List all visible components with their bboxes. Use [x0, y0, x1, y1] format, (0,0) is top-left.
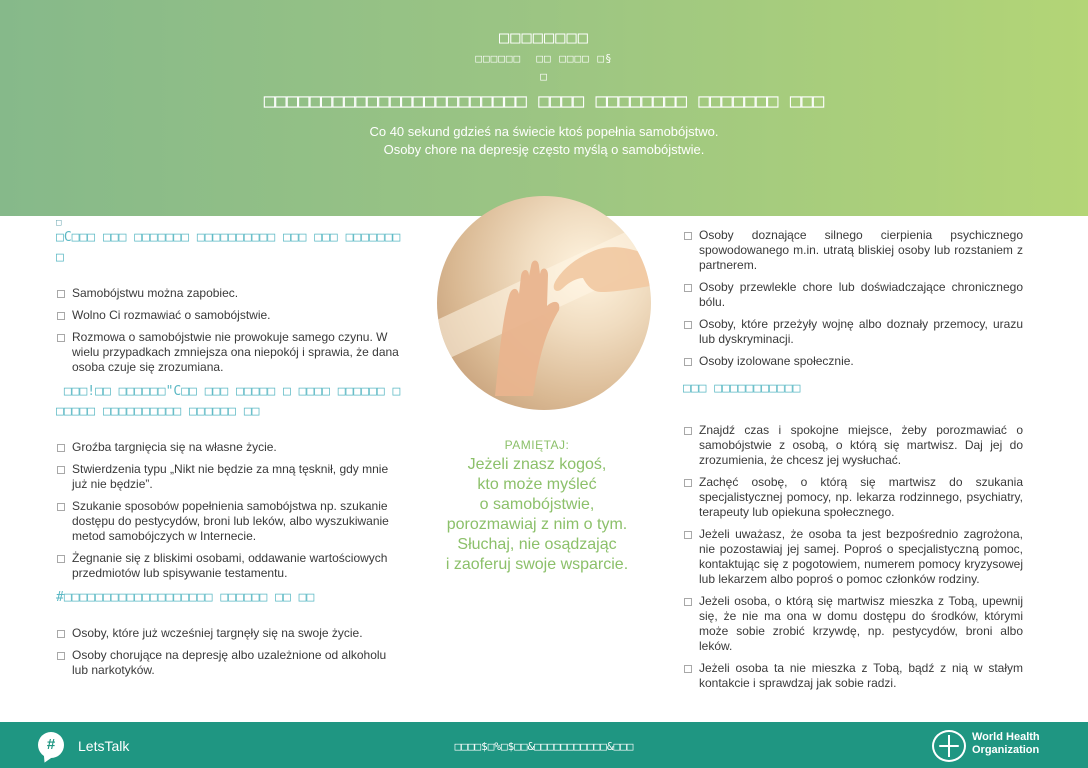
risk-groups-list-continued: [683, 228, 1023, 369]
right-column: [683, 228, 1023, 698]
remember-line: o samobójstwie,: [479, 496, 595, 513]
lets-talk-label: LetsTalk: [78, 738, 130, 754]
list-item: Szukanie sposobów popełnienia samobójstwa np. szukanie dostępu do pestycydów, broni lub leków, albo wyszukiwanie metod samobójczych w Internecie.: [56, 499, 402, 544]
facts-list: [56, 286, 402, 375]
remember-line: kto może myśleć: [477, 476, 597, 493]
list-item: Osoby, które przeżyły wojnę albo doznały przemocy, urazu lub dyskryminacji.: [683, 317, 1023, 347]
hero-garbled-line-2: □□□□□□ □□ □□□□ □§: [475, 52, 613, 65]
list-item: Groźba targnięcia się na własne życie.: [56, 440, 402, 455]
list-item: Zachęć osobę, o którą się martwisz do szukania specjalistycznej pomocy, np. lekarza rodzinnego, psychiatry, terapeuty lub opiekuna społecznego.: [683, 475, 1023, 520]
hero-garbled-line-3: □: [540, 70, 548, 83]
list-item: Jeżeli osoba, o którą się martwisz mieszka z Tobą, upewnij się, że nie ma ona w domu dostępu do środków, którymi może sobie zrobić krzywdę, np. pestycydów, broni albo leków.: [683, 594, 1023, 654]
who-name-line-1: World Health: [972, 731, 1040, 743]
list-item: Stwierdzenia typu „Nikt nie będzie za mną tęsknił, gdy mnie już nie będzie”.: [56, 462, 402, 492]
footer-bar: [0, 722, 1088, 768]
section-heading-what-to-do: □□□ □□□□□□□□□□□: [683, 381, 801, 396]
list-item: Jeżeli uważasz, że osoba ta jest bezpośrednio zagrożona, nie pozostawiaj jej samej. Poproś o specjalistyczną pomoc, kontaktując się z pogotowiem, numerem pomocy kryzysowej lub lekarzem albo poproś o pomoc członków rodziny.: [683, 527, 1023, 587]
hands-reaching-photo: [437, 196, 651, 410]
warning-signs-list: [56, 440, 402, 581]
remember-callout: [420, 438, 654, 575]
list-item: Jeżeli osoba ta nie mieszka z Tobą, bądź z nią w stałym kontakcie i sprawdzaj jak sobie radzi.: [683, 661, 1023, 691]
what-to-do-list: [683, 423, 1023, 691]
remember-line: Słuchaj, nie osądzając: [457, 536, 617, 553]
remember-line: porozmawiaj z nim o tym.: [446, 516, 628, 533]
list-item: Znajdź czas i spokojne miejsce, żeby porozmawiać o samobójstwie z osobą, o którą się martwisz. Daj jej do zrozumienia, że chcesz jej wysłuchać.: [683, 423, 1023, 468]
list-item: Osoby przewlekle chore lub doświadczające chronicznego bólu.: [683, 280, 1023, 310]
list-item: Samobójstwu można zapobiec.: [56, 286, 402, 301]
list-item: Żegnanie się z bliskimi osobami, oddawanie wartościowych przedmiotów lub spisywanie testamentu.: [56, 551, 402, 581]
list-item: Osoby, które już wcześniej targnęły się na swoje życie.: [56, 626, 402, 641]
hero-subtitle-1: Co 40 sekund gdzieś na świecie ktoś popełnia samobójstwo.: [369, 124, 719, 139]
left-column: [56, 216, 402, 685]
remember-line: Jeżeli znasz kogoś,: [467, 456, 607, 473]
list-item: Osoby doznające silnego cierpienia psychicznego spowodowanego m.in. utratą bliskiej osoby lub rozstaniem z partnerem.: [683, 228, 1023, 273]
list-item: Wolno Ci rozmawiać o samobójstwie.: [56, 308, 402, 323]
section-heading-risk-groups: #□□□□□□□□□□□□□□□□□□□ □□□□□□ □□ □□: [56, 590, 315, 605]
who-logo: [932, 730, 1062, 762]
who-name-line-2: Organization: [972, 744, 1040, 756]
list-item: Osoby chorujące na depresję albo uzależnione od alkoholu lub narkotyków.: [56, 648, 402, 678]
remember-label: PAMIĘTAJ:: [504, 438, 570, 452]
list-item: Rozmowa o samobójstwie nie prowokuje samego czynu. W wielu przypadkach zmniejsza ona niepokój i sprawia, że dana osoba czuje się zrozumiana.: [56, 330, 402, 375]
hero-subtitle-2: Osoby chore na depresję często myślą o samobójstwie.: [383, 142, 705, 157]
list-item: Osoby izolowane społecznie.: [683, 354, 1023, 369]
section-heading-facts: □C□□□ □□□ □□□□□□□ □□□□□□□□□□ □□□ □□□ □□□□□□□□: [56, 230, 401, 265]
risk-groups-list: [56, 626, 402, 678]
hero-banner: [0, 0, 1088, 216]
hero-garbled-line-1: □□□□□□□□: [499, 28, 589, 48]
footer-garbled-text: □□□□$□%□$□□&□□□□□□□□□□□&□□□: [454, 740, 634, 753]
remember-line: i zaoferuj swoje wsparcie.: [445, 556, 629, 573]
who-emblem-icon: [932, 730, 966, 762]
who-name: [972, 731, 1040, 757]
hero-garbled-title: □□□□□□□□□□□□□□□□□□□□□□□ □□□□ □□□□□□□□ □□□□□□□ □□□: [263, 90, 825, 112]
hashtag-speech-icon: #: [38, 732, 64, 758]
hands-icon: [437, 196, 651, 410]
section-mark: □: [56, 218, 62, 228]
section-heading-warning-signs: □□□!□□ □□□□□□"C□□ □□□ □□□□□ □ □□□□ □□□□□□ □□□□□□ □□□□□□□□□□ □□□□□□ □□: [56, 384, 401, 419]
